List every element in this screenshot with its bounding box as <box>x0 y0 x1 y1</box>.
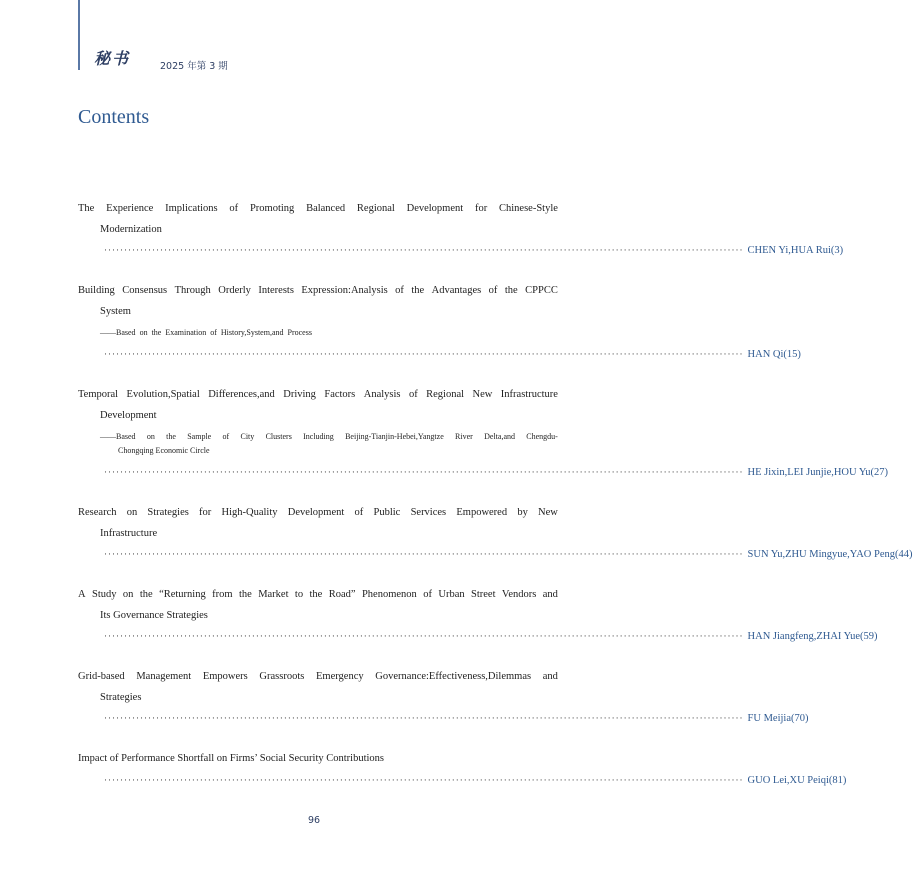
title-word: Market <box>258 589 289 600</box>
title-word: Research <box>78 507 117 518</box>
title-word: Through <box>174 285 211 296</box>
toc-entry-title-continued: Its Governance Strategies <box>100 609 208 621</box>
toc-leader-line <box>78 344 801 365</box>
title-word: Temporal <box>78 389 119 400</box>
title-word: Building <box>78 285 115 296</box>
toc-entry[interactable] <box>78 585 878 647</box>
title-word: and <box>542 671 558 682</box>
title-word: Governance:Effectiveness,Dilemmas <box>375 671 532 682</box>
title-word: Public <box>373 507 401 518</box>
title-word: the <box>504 285 518 296</box>
title-word: by <box>517 507 528 518</box>
title-word: of <box>408 389 418 400</box>
subtitle-word: on <box>139 328 148 337</box>
title-word: Services <box>410 507 447 518</box>
title-word: Evolution,Spatial <box>126 389 200 400</box>
title-word: for <box>474 203 488 214</box>
leader-dots: ································································································································································ <box>104 549 744 559</box>
subtitle-word: of <box>222 432 230 441</box>
subtitle-continued: Chongqing Economic Circle <box>118 446 210 455</box>
title-word: New <box>472 389 493 400</box>
subtitle-word: Process <box>287 328 312 337</box>
title-word: Development <box>406 203 464 214</box>
toc-leader-line <box>78 462 888 483</box>
title-word: the <box>411 285 425 296</box>
title-word: Urban <box>438 589 465 600</box>
issue-label: 2025 年第 3 期 <box>160 61 228 72</box>
page-title: Contents <box>78 106 150 128</box>
title-word: A <box>78 589 86 600</box>
toc-entry-title <box>78 585 558 606</box>
title-word: Analysis <box>363 389 401 400</box>
toc-leader-line <box>78 240 844 261</box>
toc-entry-subtitle <box>78 326 558 340</box>
title-word: Grassroots <box>259 671 305 682</box>
title-word: Balanced <box>306 203 346 214</box>
title-word: Advantages <box>431 285 482 296</box>
title-word: Chinese-Style <box>499 203 558 214</box>
toc-leader-line <box>78 708 809 729</box>
title-word: Differences,and <box>208 389 275 400</box>
title-word: Orderly <box>218 285 251 296</box>
toc-leader-line <box>78 544 913 565</box>
subtitle-word: Examination <box>165 328 207 337</box>
title-word: Management <box>136 671 192 682</box>
title-word: the <box>309 589 323 600</box>
title-word: Consensus <box>122 285 168 296</box>
toc-entry-title-continued: Strategies <box>100 691 142 703</box>
title-word: on <box>122 589 134 600</box>
toc-entry[interactable] <box>78 281 801 365</box>
subtitle-word: City <box>240 432 255 441</box>
toc-entry-title-continued: Development <box>100 409 157 421</box>
toc-entry-author-page: HAN Qi(15) <box>747 349 801 360</box>
toc-entry-title-continued: Modernization <box>100 223 162 235</box>
subtitle-word: Delta,and <box>484 432 515 441</box>
toc-entry-author-page: HAN Jiangfeng,ZHAI Yue(59) <box>747 631 878 642</box>
title-word: The <box>78 203 95 214</box>
toc-entry-title <box>78 385 558 406</box>
toc-entry-subtitle <box>78 430 558 458</box>
subtitle-word: Clusters <box>265 432 292 441</box>
title-word: Street <box>471 589 496 600</box>
title-word: of <box>354 507 364 518</box>
toc-entry-author-page: GUO Lei,XU Peiqi(81) <box>747 774 847 786</box>
title-word: Promoting <box>249 203 295 214</box>
subtitle-word: Including <box>303 432 334 441</box>
title-word: the <box>238 589 252 600</box>
subtitle-word: ——Based <box>100 432 136 441</box>
title-word: and <box>542 589 558 600</box>
leader-dots: ································································································································································ <box>104 245 744 255</box>
toc-entry-title-continued: Infrastructure <box>100 527 158 539</box>
toc-entry-author-page: HE Jixin,LEI Junjie,HOU Yu(27) <box>747 467 888 478</box>
title-word: “Returning <box>159 589 206 600</box>
toc-entry[interactable] <box>78 199 844 261</box>
leader-dots: ································································································································································ <box>104 631 744 641</box>
title-word: Road” <box>328 589 356 600</box>
page-number: 96 <box>307 815 321 826</box>
title-word: on <box>126 507 138 518</box>
toc-entry[interactable] <box>78 667 809 729</box>
title-word: New <box>538 507 558 518</box>
title-word: CPPCC <box>525 285 558 296</box>
title-word: Emergency <box>316 671 364 682</box>
title-word: High-Quality <box>221 507 278 518</box>
header-rule <box>78 0 80 70</box>
toc-entry[interactable] <box>78 503 913 565</box>
table-of-contents <box>78 199 913 791</box>
title-word: from <box>212 589 233 600</box>
title-word: for <box>199 507 212 518</box>
subtitle-word: ——Based <box>100 328 136 337</box>
title-word: Factors <box>324 389 356 400</box>
leader-dots: ································································································································································ <box>104 467 744 477</box>
title-word: of <box>488 285 498 296</box>
title-word: to <box>294 589 304 600</box>
toc-entry-title <box>78 199 558 220</box>
title-word: Regional <box>356 203 395 214</box>
toc-entry[interactable] <box>78 385 888 483</box>
subtitle-word: the <box>166 432 176 441</box>
toc-entry-author-page: SUN Yu,ZHU Mingyue,YAO Peng(44) <box>747 549 913 560</box>
toc-entry-author-page: CHEN Yi,HUA Rui(3) <box>747 245 844 256</box>
toc-entry-title <box>78 503 558 524</box>
toc-entry-title: Impact of Performance Shortfall on Firms’ Social Security Contributions <box>78 753 384 764</box>
toc-entry-title-continued: System <box>100 305 131 317</box>
title-word: Expression:Analysis <box>301 285 388 296</box>
title-word: Empowers <box>202 671 248 682</box>
title-word: Infrastructure <box>500 389 558 400</box>
title-word: Vendors <box>501 589 537 600</box>
leader-dots: ································································································································································ <box>104 713 744 723</box>
title-word: the <box>139 589 153 600</box>
title-word: Phenomenon <box>361 589 417 600</box>
subtitle-word: on <box>146 432 155 441</box>
toc-entry-author-page: FU Meijia(70) <box>747 713 809 724</box>
subtitle-word: Chengdu- <box>526 432 558 441</box>
leader-dots: ································································································································································ <box>104 349 744 359</box>
subtitle-word: the <box>151 328 162 337</box>
title-word: Driving <box>283 389 316 400</box>
toc-entry-title <box>78 281 558 302</box>
title-word: of <box>229 203 239 214</box>
title-word: Grid-based <box>78 671 125 682</box>
title-word: Development <box>287 507 345 518</box>
toc-entry[interactable] <box>78 749 847 791</box>
journal-logo: 秘书 <box>94 49 131 68</box>
title-word: Interests <box>258 285 294 296</box>
title-word: of <box>423 589 432 600</box>
subtitle-word: Sample <box>187 432 212 441</box>
subtitle-word: History,System,and <box>220 328 284 337</box>
subtitle-word: River <box>455 432 473 441</box>
title-word: Experience <box>106 203 154 214</box>
title-word: Regional <box>426 389 465 400</box>
title-word: of <box>395 285 404 296</box>
title-word: Strategies <box>147 507 189 518</box>
title-word: Study <box>92 589 117 600</box>
toc-entry-title <box>78 667 558 688</box>
toc-leader-line <box>78 626 878 647</box>
subtitle-word: Beijing-Tianjin-Hebei,Yangtze <box>345 432 444 441</box>
title-word: Implications <box>165 203 218 214</box>
title-word: Empowered <box>456 507 508 518</box>
leader-dots: ································································································································································ <box>104 774 744 785</box>
subtitle-word: of <box>210 328 217 337</box>
toc-leader-line <box>78 770 847 791</box>
